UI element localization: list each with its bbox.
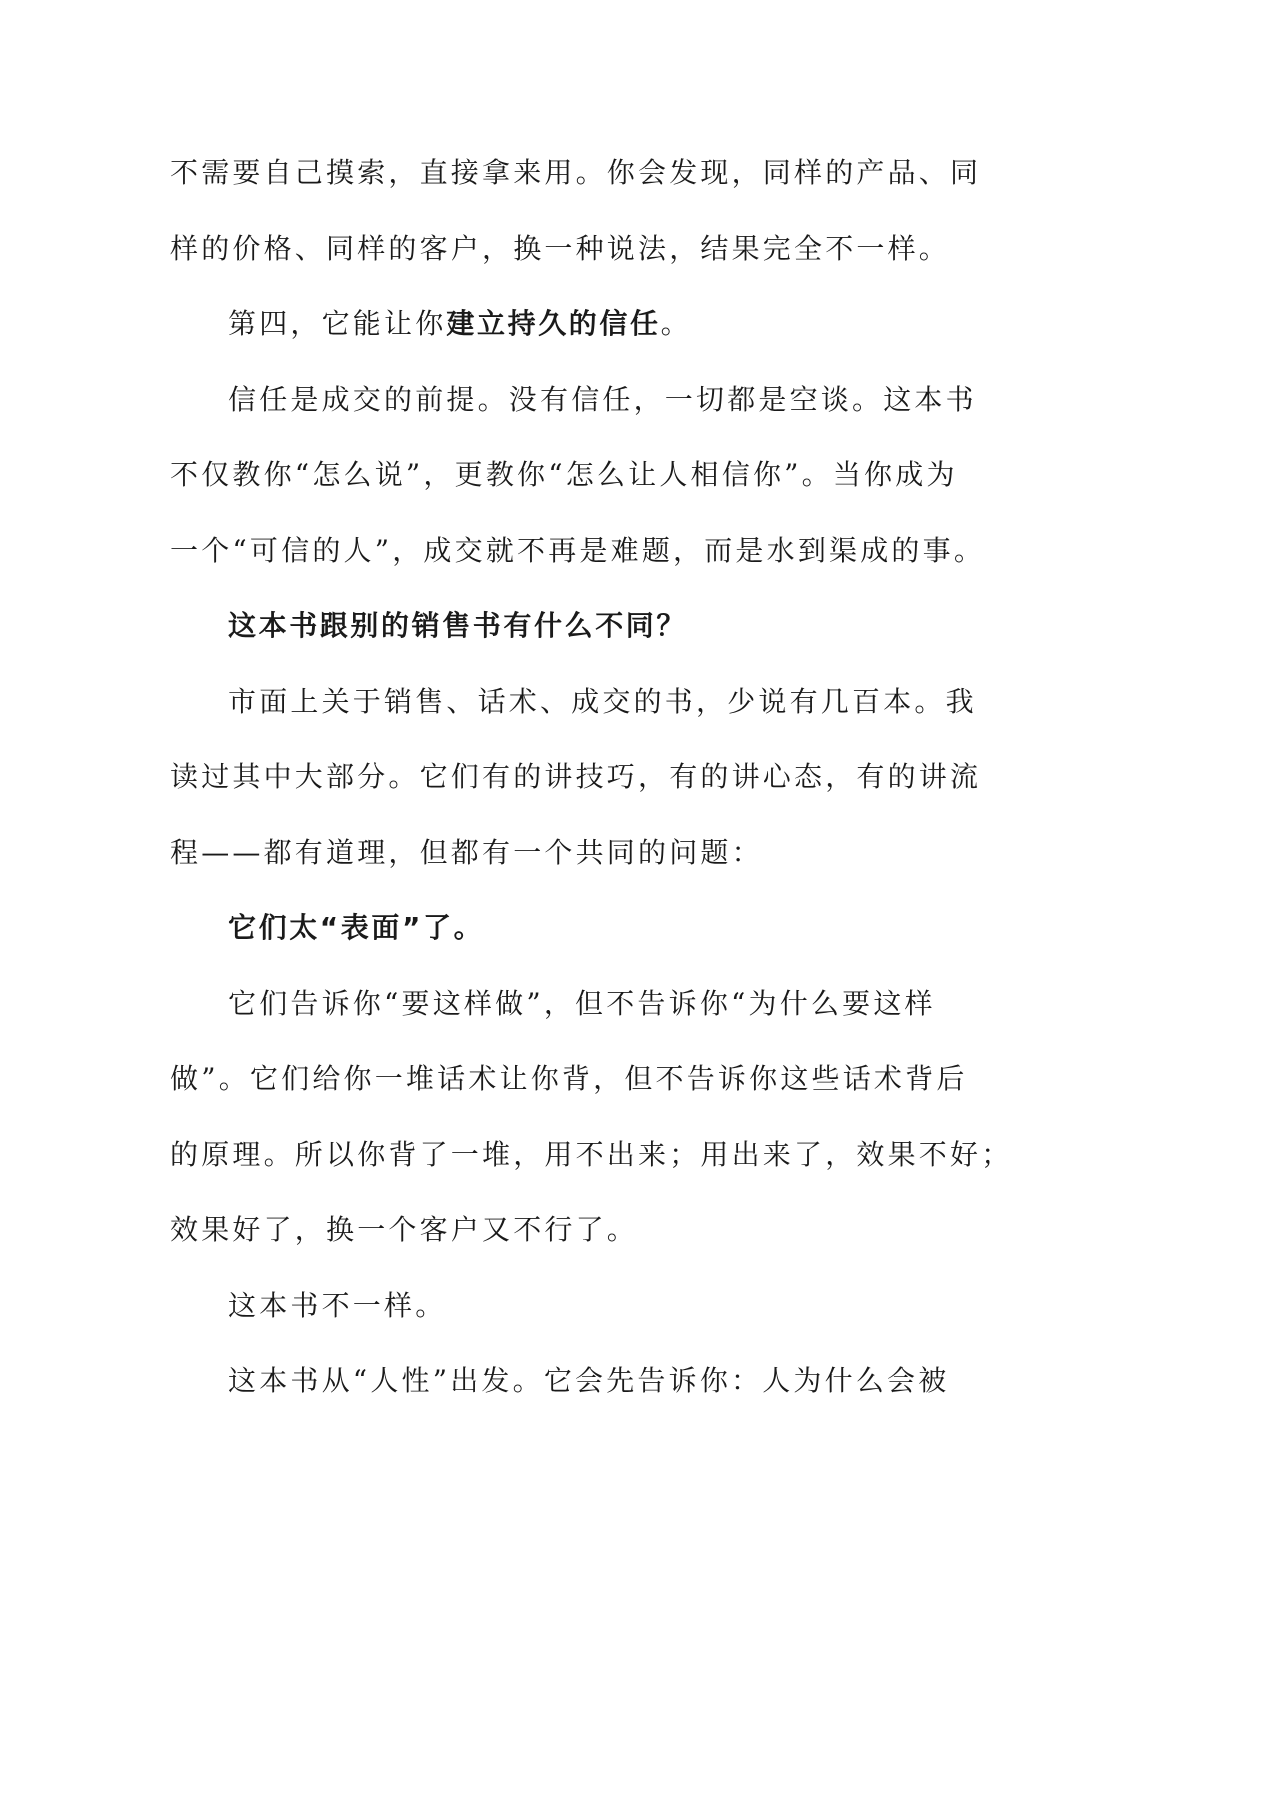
paragraph-line: 信任是成交的前提。没有信任，一切都是空谈。这本书	[228, 382, 977, 416]
paragraph-line: 程——都有道理，但都有一个共同的问题：	[170, 835, 763, 869]
paragraph-line: 的原理。所以你背了一堆，用不出来；用出来了，效果不好；	[170, 1137, 1013, 1171]
paragraph-line: 效果好了，换一个客户又不行了。	[170, 1213, 639, 1246]
emphasis-line: 它们太“表面”了。	[228, 911, 485, 944]
paragraph-line: 不需要自己摸索，直接拿来用。你会发现，同样的产品、同	[170, 156, 982, 189]
paragraph-line: 不仅教你“怎么说”，更教你“怎么让人相信你”。当你成为	[170, 458, 958, 491]
emphasis-text: 建立持久的信任	[446, 307, 661, 340]
paragraph-line: 一个“可信的人”，成交就不再是难题，而是水到渠成的事。	[170, 533, 986, 567]
paragraph-line: 样的价格、同样的客户，换一种说法，结果完全不一样。	[170, 231, 951, 265]
text-run: 。	[660, 307, 692, 340]
paragraph-line	[170, 296, 940, 372]
section-heading: 这本书跟别的销售书有什么不同？	[228, 609, 688, 642]
paragraph-line: 读过其中大部分。它们有的讲技巧，有的讲心态，有的讲流	[170, 760, 982, 793]
paragraph-line: 做”。它们给你一堆话术让你背，但不告诉你这些话术背后	[170, 1062, 968, 1095]
paragraph-line: 市面上关于销售、话术、成交的书，少说有几百本。我	[228, 684, 977, 718]
paragraph-line: 这本书从“人性”出发。它会先告诉你：人为什么会被	[228, 1364, 950, 1397]
text-run: 第四，它能让你	[228, 307, 447, 340]
paragraph-line: 它们告诉你“要这样做”，但不告诉你“为什么要这样	[228, 986, 936, 1020]
body-text	[170, 145, 1013, 1429]
paragraph-line: 这本书不一样。	[228, 1288, 447, 1322]
